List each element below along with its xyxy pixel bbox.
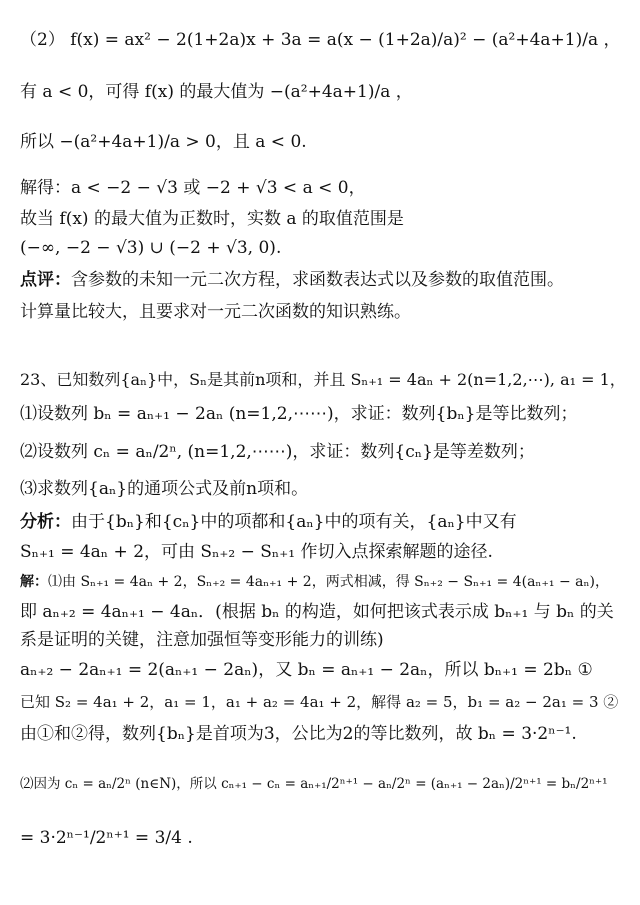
line-text: ⑶求数列{aₙ}的通项公式及前n项和。: [20, 479, 309, 499]
line-text: 有 a < 0，可得 f(x) 的最大值为 −(a²+4a+1)/a ，: [20, 82, 413, 102]
analysis-label: 分析：: [20, 512, 71, 532]
line-text: aₙ₊₂ − 2aₙ₊₁ = 2(aₙ₊₁ − 2aₙ)，又 bₙ = aₙ₊₁ − 2aₙ，所以 bₙ₊₁ = 2bₙ ①: [20, 660, 593, 680]
doc-line-14: [20, 540, 626, 564]
doc-line-15: [20, 570, 626, 594]
doc-line-12: [20, 477, 626, 501]
line-text: ⑵设数列 cₙ = aₙ/2ⁿ, (n=1,2,⋯⋯)，求证：数列{cₙ}是等差数列；: [20, 442, 535, 462]
line-text: 解得：a < −2 − √3 或 −2 + √3 < a < 0，: [20, 178, 366, 198]
line-text: 23、已知数列{aₙ}中，Sₙ是其前n项和，并且 Sₙ₊₁ = 4aₙ + 2(n=1,2,⋯), a₁ = 1，: [20, 370, 626, 389]
doc-line-9: [20, 368, 626, 392]
line-text: Sₙ₊₁ = 4aₙ + 2，可由 Sₙ₊₂ − Sₙ₊₁ 作切入点探索解题的途径.: [20, 542, 493, 562]
line-text: (−∞, −2 − √3) ∪ (−2 + √3, 0).: [20, 238, 282, 258]
line-text: = 3·2ⁿ⁻¹/2ⁿ⁺¹ = 3/4 .: [20, 828, 193, 848]
line-text: ⑴设数列 bₙ = aₙ₊₁ − 2aₙ (n=1,2,⋯⋯)，求证：数列{bₙ}是等比数列；: [20, 404, 578, 424]
line-text: 由于{bₙ}和{cₙ}中的项都和{aₙ}中的项有关，{aₙ}中又有: [71, 512, 517, 532]
doc-line-18: [20, 658, 626, 682]
comment-label: 点评：: [20, 270, 71, 290]
doc-line-5: [20, 207, 626, 231]
doc-line-4: [20, 176, 626, 200]
line-text: 计算量比较大，且要求对一元二次函数的知识熟练。: [20, 302, 411, 322]
line-text: 所以 −(a²+4a+1)/a > 0，且 a < 0.: [20, 132, 307, 152]
doc-line-6: [20, 236, 626, 260]
line-text: 故当 f(x) 的最大值为正数时，实数 a 的取值范围是: [20, 209, 404, 229]
doc-line-21: [20, 772, 626, 796]
solution-label: 解：: [20, 574, 48, 590]
line-text: 即 aₙ₊₂ = 4aₙ₊₁ − 4aₙ．(根据 bₙ 的构造，如何把该式表示成 bₙ₊₁ 与 bₙ 的关: [20, 602, 614, 622]
line-text: ⑴由 Sₙ₊₁ = 4aₙ + 2，Sₙ₊₂ = 4aₙ₊₁ + 2，两式相减，得 Sₙ₊₂ − Sₙ₊₁ = 4(aₙ₊₁ − aₙ)，: [48, 574, 609, 590]
doc-line-22: [20, 826, 626, 850]
doc-line-13: [20, 510, 626, 534]
line-text: 含参数的未知一元二次方程，求函数表达式以及参数的取值范围。: [71, 270, 564, 290]
doc-line-11: [20, 440, 626, 464]
line-text: （2） f(x) = ax² − 2(1+2a)x + 3a = a(x − (1+2a)/a)² − (a²+4a+1)/a ，: [20, 30, 621, 50]
doc-line-20: [20, 722, 626, 746]
doc-line-19: [20, 690, 626, 714]
doc-line-3: [20, 130, 626, 154]
doc-line-8: [20, 300, 626, 324]
line-text: ⑵因为 cₙ = aₙ/2ⁿ (n∈N)，所以 cₙ₊₁ − cₙ = aₙ₊₁/2ⁿ⁺¹ − aₙ/2ⁿ = (aₙ₊₁ − 2aₙ)/2ⁿ⁺¹ = bₙ/2ⁿ⁺¹: [20, 776, 608, 792]
line-text: 已知 S₂ = 4a₁ + 2，a₁ = 1，a₁ + a₂ = 4a₁ + 2，解得 a₂ = 5，b₁ = a₂ − 2a₁ = 3 ②: [20, 693, 619, 711]
line-text: 系是证明的关键，注意加强恒等变形能力的训练): [20, 630, 384, 650]
doc-line-16: [20, 600, 626, 624]
doc-line-2: [20, 80, 626, 104]
doc-line-1: [20, 28, 626, 52]
line-text: 由①和②得，数列{bₙ}是首项为3，公比为2的等比数列，故 bₙ = 3·2ⁿ⁻¹.: [20, 724, 577, 744]
doc-line-7: [20, 268, 626, 292]
doc-line-10: [20, 402, 626, 426]
doc-line-17: [20, 628, 626, 652]
